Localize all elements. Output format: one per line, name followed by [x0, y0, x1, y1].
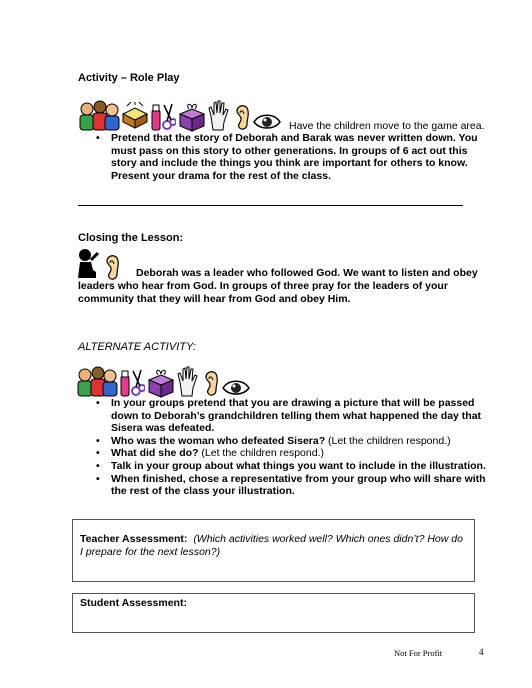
list-item: • When finished, chose a representative from your group who will share with the rest of the class your illustration.: [78, 473, 488, 498]
section-divider: [78, 205, 463, 206]
alternate-bullet-list: [78, 397, 488, 498]
scissors-glue-icon: [119, 366, 145, 398]
list-item: • In your groups pretend that you are drawing a picture that will be passed down to Deborah’s grandchildren telling them what happened the day that Sisera was defeated.: [78, 397, 488, 435]
teacher-assessment-box[interactable]: [72, 519, 475, 582]
children-group-icon: [76, 366, 118, 398]
closing-text: Deborah was a leader who followed God. We want to listen and obey leaders who hear from God. In groups of three pray for the leaders of your community that they will hear from God and obey Him.: [78, 267, 478, 305]
student-assessment-box[interactable]: [72, 593, 475, 633]
hand-icon: [206, 98, 232, 132]
activity-icon-strip: [78, 92, 282, 132]
list-item: • Talk in your group about what things you want to include in the illustration.: [78, 460, 488, 473]
closing-heading: Closing the Lesson:: [78, 232, 184, 244]
gift-box-icon: [146, 368, 174, 398]
ear-icon: [233, 102, 251, 132]
hand-icon: [175, 364, 201, 398]
list-item: • What did she do? (Let the children respond.): [78, 447, 488, 460]
activity-instruction: Have the children move to the game area.: [289, 120, 485, 132]
gift-box-icon: [177, 102, 205, 132]
eye-icon: [252, 110, 282, 132]
alternate-heading: ALTERNATE ACTIVITY:: [78, 341, 196, 353]
eye-icon: [221, 376, 251, 398]
activity-heading: Activity – Role Play: [78, 72, 180, 84]
bible-icon: [121, 102, 149, 132]
student-assessment-label: Student Assessment:: [80, 597, 187, 609]
list-item: • Pretend that the story of Deborah and Barak was never written down. You must pass on this story to other generations. In groups of 6 act out this story and include the things you think are important for others to know. Present your drama for the rest of the class.: [78, 132, 488, 182]
teacher-assessment-label: Teacher Assessment:: [80, 533, 188, 545]
alternate-icon-strip: [76, 358, 251, 398]
footer-text: Not For Profit: [394, 648, 443, 658]
children-group-icon: [78, 100, 120, 132]
ear-icon: [202, 368, 220, 398]
activity-bullet-list: [78, 132, 488, 182]
scissors-glue-icon: [150, 100, 176, 132]
page-number: 4: [479, 647, 484, 657]
list-item: • Who was the woman who defeated Sisera? (Let the children respond.): [78, 435, 488, 448]
teacher-assessment-prompt: (Which activities worked well? Which ones didn’t? How do I prepare for the next lesson?): [80, 533, 463, 558]
